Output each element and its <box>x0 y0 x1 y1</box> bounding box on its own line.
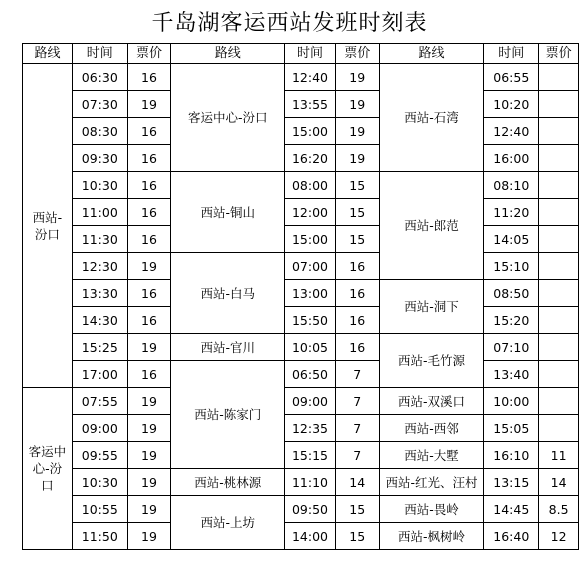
header-time: 时间 <box>484 44 539 64</box>
table-row <box>23 307 579 334</box>
route-cell: 西站-铜山 <box>171 172 285 253</box>
price-cell <box>539 415 579 442</box>
route-cell: 西站-洞下 <box>379 280 484 334</box>
price-cell: 19 <box>127 442 171 469</box>
price-cell: 19 <box>335 118 379 145</box>
table-row <box>23 469 579 496</box>
timetable <box>22 43 579 550</box>
route-cell: 客运中心-汾口 <box>23 388 73 550</box>
price-cell <box>539 253 579 280</box>
time-cell: 08:50 <box>484 280 539 307</box>
time-cell: 16:40 <box>484 523 539 550</box>
price-cell: 12 <box>539 523 579 550</box>
time-cell: 11:10 <box>285 469 336 496</box>
time-cell: 16:10 <box>484 442 539 469</box>
time-cell: 12:35 <box>285 415 336 442</box>
price-cell: 16 <box>127 199 171 226</box>
time-cell: 15:50 <box>285 307 336 334</box>
header-price: 票价 <box>127 44 171 64</box>
time-cell: 15:00 <box>285 226 336 253</box>
time-cell: 10:05 <box>285 334 336 361</box>
time-cell: 14:05 <box>484 226 539 253</box>
price-cell: 14 <box>335 469 379 496</box>
price-cell: 14 <box>539 469 579 496</box>
header-route: 路线 <box>171 44 285 64</box>
time-cell: 12:40 <box>484 118 539 145</box>
route-cell: 西站-石湾 <box>379 64 484 172</box>
time-cell: 13:55 <box>285 91 336 118</box>
table-row <box>23 172 579 199</box>
table-row <box>23 280 579 307</box>
price-cell <box>539 388 579 415</box>
price-cell: 19 <box>127 253 171 280</box>
price-cell: 19 <box>127 334 171 361</box>
price-cell: 16 <box>127 118 171 145</box>
time-cell: 15:25 <box>72 334 127 361</box>
table-row <box>23 442 579 469</box>
route-cell: 西站-大墅 <box>379 442 484 469</box>
table-row <box>23 64 579 91</box>
price-cell: 15 <box>335 172 379 199</box>
time-cell: 08:30 <box>72 118 127 145</box>
table-row <box>23 523 579 550</box>
route-cell: 西站-桃林源 <box>171 469 285 496</box>
time-cell: 16:20 <box>285 145 336 172</box>
time-cell: 12:40 <box>285 64 336 91</box>
table-row <box>23 118 579 145</box>
price-cell <box>539 64 579 91</box>
route-cell: 西站-双溪口 <box>379 388 484 415</box>
table-row <box>23 415 579 442</box>
price-cell <box>539 145 579 172</box>
time-cell: 09:30 <box>72 145 127 172</box>
time-cell: 11:50 <box>72 523 127 550</box>
time-cell: 07:00 <box>285 253 336 280</box>
time-cell: 13:40 <box>484 361 539 388</box>
time-cell: 14:30 <box>72 307 127 334</box>
route-cell: 西站-上坊 <box>171 496 285 550</box>
time-cell: 15:20 <box>484 307 539 334</box>
price-cell: 19 <box>335 64 379 91</box>
price-cell: 19 <box>127 469 171 496</box>
header-time: 时间 <box>72 44 127 64</box>
price-cell: 19 <box>127 415 171 442</box>
price-cell <box>539 226 579 253</box>
time-cell: 09:50 <box>285 496 336 523</box>
price-cell: 7 <box>335 361 379 388</box>
time-cell: 12:30 <box>72 253 127 280</box>
price-cell: 7 <box>335 388 379 415</box>
price-cell: 15 <box>335 199 379 226</box>
price-cell: 15 <box>335 496 379 523</box>
table-row <box>23 145 579 172</box>
price-cell <box>539 172 579 199</box>
time-cell: 07:10 <box>484 334 539 361</box>
price-cell <box>539 199 579 226</box>
price-cell: 11 <box>539 442 579 469</box>
route-cell: 西站-官川 <box>171 334 285 361</box>
price-cell: 16 <box>127 361 171 388</box>
time-cell: 10:00 <box>484 388 539 415</box>
table-row <box>23 388 579 415</box>
price-cell: 19 <box>127 523 171 550</box>
table-row <box>23 334 579 361</box>
price-cell: 16 <box>127 226 171 253</box>
price-cell: 16 <box>127 307 171 334</box>
route-cell: 西站-枫树岭 <box>379 523 484 550</box>
price-cell <box>539 334 579 361</box>
route-cell: 西站-西邻 <box>379 415 484 442</box>
time-cell: 10:30 <box>72 469 127 496</box>
time-cell: 08:10 <box>484 172 539 199</box>
table-row <box>23 253 579 280</box>
time-cell: 13:00 <box>285 280 336 307</box>
header-route: 路线 <box>379 44 484 64</box>
time-cell: 11:00 <box>72 199 127 226</box>
price-cell <box>539 91 579 118</box>
price-cell: 16 <box>127 172 171 199</box>
header-price: 票价 <box>335 44 379 64</box>
price-cell: 19 <box>335 145 379 172</box>
route-cell: 西站-毛竹源 <box>379 334 484 388</box>
price-cell: 7 <box>335 415 379 442</box>
time-cell: 11:20 <box>484 199 539 226</box>
price-cell: 7 <box>335 442 379 469</box>
price-cell <box>539 280 579 307</box>
table-row <box>23 361 579 388</box>
header-price: 票价 <box>539 44 579 64</box>
price-cell: 8.5 <box>539 496 579 523</box>
time-cell: 06:55 <box>484 64 539 91</box>
table-row <box>23 226 579 253</box>
time-cell: 09:00 <box>72 415 127 442</box>
route-cell: 西站-红光、汪村 <box>379 469 484 496</box>
price-cell: 16 <box>127 145 171 172</box>
time-cell: 16:00 <box>484 145 539 172</box>
table-row <box>23 496 579 523</box>
route-cell: 西站-畏岭 <box>379 496 484 523</box>
time-cell: 07:55 <box>72 388 127 415</box>
header-row <box>23 44 579 64</box>
price-cell: 16 <box>335 253 379 280</box>
time-cell: 14:00 <box>285 523 336 550</box>
time-cell: 17:00 <box>72 361 127 388</box>
time-cell: 12:00 <box>285 199 336 226</box>
time-cell: 09:55 <box>72 442 127 469</box>
price-cell: 19 <box>127 91 171 118</box>
route-cell: 西站-汾口 <box>23 64 73 388</box>
time-cell: 10:30 <box>72 172 127 199</box>
price-cell: 19 <box>127 496 171 523</box>
time-cell: 13:30 <box>72 280 127 307</box>
price-cell <box>539 118 579 145</box>
price-cell: 16 <box>335 334 379 361</box>
time-cell: 07:30 <box>72 91 127 118</box>
price-cell: 19 <box>127 388 171 415</box>
price-cell: 16 <box>335 280 379 307</box>
time-cell: 06:30 <box>72 64 127 91</box>
table-row <box>23 91 579 118</box>
route-cell: 西站-郎范 <box>379 172 484 280</box>
time-cell: 15:10 <box>484 253 539 280</box>
time-cell: 15:00 <box>285 118 336 145</box>
time-cell: 06:50 <box>285 361 336 388</box>
price-cell: 16 <box>335 307 379 334</box>
price-cell <box>539 307 579 334</box>
time-cell: 10:55 <box>72 496 127 523</box>
time-cell: 11:30 <box>72 226 127 253</box>
table-row <box>23 199 579 226</box>
price-cell: 15 <box>335 226 379 253</box>
time-cell: 15:05 <box>484 415 539 442</box>
time-cell: 13:15 <box>484 469 539 496</box>
price-cell <box>539 361 579 388</box>
time-cell: 14:45 <box>484 496 539 523</box>
header-time: 时间 <box>285 44 336 64</box>
route-cell: 西站-白马 <box>171 253 285 334</box>
page-title: 千岛湖客运西站发班时刻表 <box>151 11 428 36</box>
time-cell: 09:00 <box>285 388 336 415</box>
price-cell: 16 <box>127 64 171 91</box>
time-cell: 15:15 <box>285 442 336 469</box>
price-cell: 19 <box>335 91 379 118</box>
route-cell: 客运中心-汾口 <box>171 64 285 172</box>
header-route: 路线 <box>23 44 73 64</box>
price-cell: 15 <box>335 523 379 550</box>
price-cell: 16 <box>127 280 171 307</box>
time-cell: 08:00 <box>285 172 336 199</box>
time-cell: 10:20 <box>484 91 539 118</box>
route-cell: 西站-陈家门 <box>171 361 285 469</box>
